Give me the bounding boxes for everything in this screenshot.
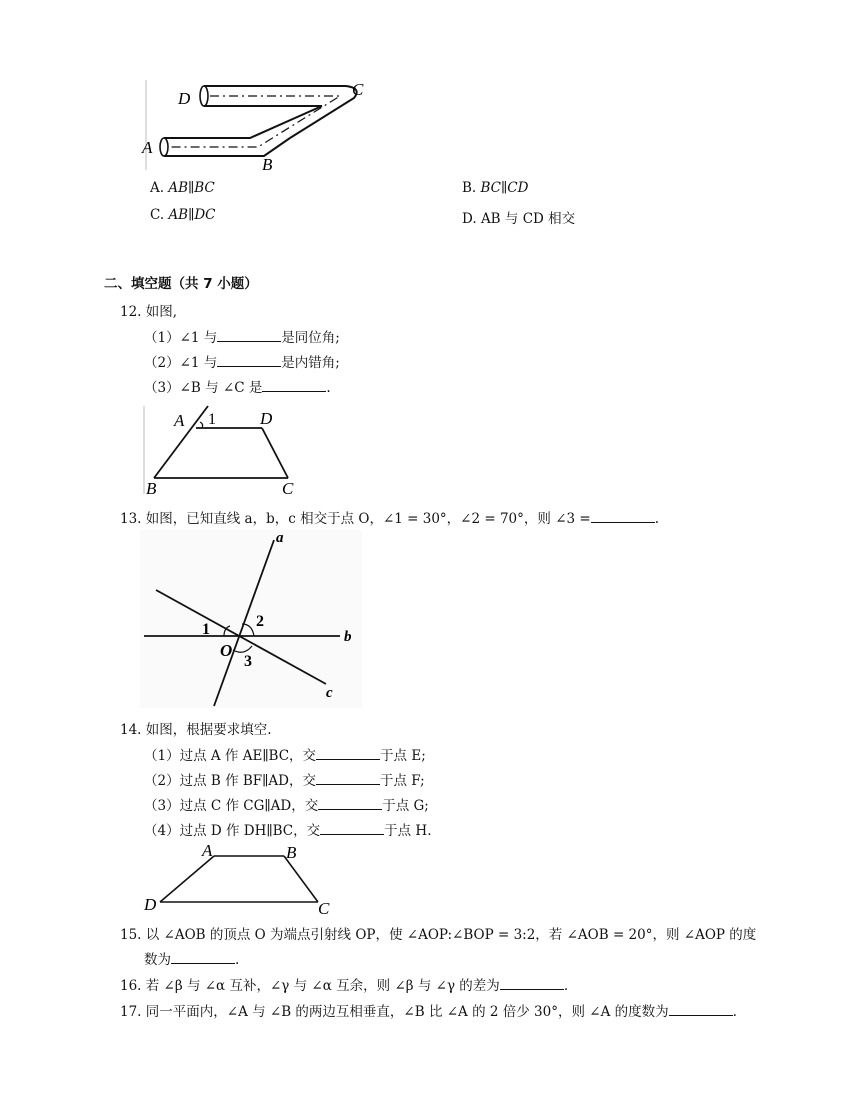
q12-part-2 [144,351,340,371]
q14-part-2 [144,769,425,789]
q14-part-1 [144,744,426,764]
answer-blank[interactable] [318,797,382,810]
label-B: B [286,843,297,862]
q12-stem: 12. 如图, [120,304,178,320]
part-text: （2）∠1 与 [144,355,218,371]
label-A: A [142,138,153,157]
pipe-diagram [140,76,380,172]
part-text: 于点 F; [379,773,425,789]
label-D: D [260,409,273,428]
label-D: D [178,89,191,108]
part-text: （4）过点 D 作 DH∥BC，交 [144,823,321,839]
label-C: C [282,479,294,496]
option-letter: A. [150,180,165,196]
q15-line-1: 15. 以 ∠AOB 的顶点 O 为端点引射线 OP，使 ∠AOP:∠BOP = 3:2，若 ∠AOB = 20°，则 ∠AOP 的度 [120,927,757,943]
part-text: 于点 G; [382,798,429,814]
stem-end: . [654,511,659,527]
part-text: （1）过点 A 作 AE∥BC，交 [144,748,317,764]
q14-trapezoid-figure [142,842,342,916]
stem-text: 数为 [144,952,171,968]
answer-blank[interactable] [217,354,281,367]
answer-blank[interactable] [500,977,564,990]
intersecting-lines-diagram [140,530,362,708]
stem-text: 13. 如图，已知直线 a，b，c 相交于点 O，∠1 = 30°，∠2 = 70°，则 ∠3 = [120,511,591,527]
label-angle-1: 1 [208,411,216,428]
q12-part-1 [144,326,340,346]
trapezoid-diagram [140,402,310,496]
answer-blank[interactable] [320,822,384,835]
option-text: AB∥DC [168,207,216,223]
part-text: （3）过点 C 作 CG∥AD，交 [144,798,319,814]
label-A: A [174,411,185,430]
trapezoid-abcd-diagram [142,842,342,916]
q14-part-3 [144,794,429,814]
section-title: 二、填空题（共 7 小题） [104,276,258,292]
stem-text: 17. 同一平面内，∠A 与 ∠B 的两边互相垂直，∠B 比 ∠A 的 2 倍少 30°，则 ∠A 的度数为 [120,1004,669,1020]
part-text: 于点 H. [384,823,432,839]
label-B: B [262,155,273,172]
label-angle-3: 3 [244,653,252,670]
part-text: （2）过点 B 作 BF∥AD，交 [144,773,316,789]
label-B: B [146,479,157,496]
answer-blank[interactable] [262,379,326,392]
label-angle-1: 1 [202,621,210,638]
label-D: D [144,895,157,914]
q11-pipe-figure [140,76,380,172]
answer-blank[interactable] [217,329,281,342]
q14-part-4 [144,819,431,839]
q16-stem [120,974,568,994]
label-angle-2: 2 [256,613,264,630]
q14-stem: 14. 如图，根据要求填空. [120,722,272,738]
option-letter: B. [462,180,477,196]
option-text: BC∥CD [480,180,529,196]
label-O: O [220,641,233,660]
option-letter: C. [150,207,165,223]
option-text: AB∥BC [168,180,215,196]
answer-blank[interactable] [316,747,380,760]
option-text: AB 与 CD 相交 [480,211,576,227]
label-a: a [276,530,284,546]
stem-text: 16. 若 ∠β 与 ∠α 互补，∠γ 与 ∠α 互余，则 ∠β 与 ∠γ 的差为 [120,978,500,994]
stem-end: . [563,978,569,994]
stem-end: . [235,952,240,968]
q11-option-a[interactable] [150,180,215,196]
q12-trapezoid-figure [140,402,310,496]
part-text: （3）∠B 与 ∠C 是 [144,380,263,396]
answer-blank[interactable] [171,951,235,964]
label-C: C [318,899,330,916]
q12-part-3 [144,376,331,396]
answer-blank[interactable] [316,772,380,785]
q11-option-c[interactable] [150,207,216,223]
label-A: A [202,842,213,860]
label-C: C [352,80,364,99]
q15-line-2 [144,948,239,968]
answer-blank[interactable] [591,510,655,523]
label-c: c [326,685,333,701]
part-text: 于点 E; [380,748,426,764]
q13-lines-figure [140,530,362,708]
part-text: 是内错角; [281,355,340,371]
q11-option-d[interactable] [462,207,575,227]
option-letter: D. [462,211,477,227]
label-b: b [344,629,352,645]
answer-blank[interactable] [669,1003,733,1016]
part-text: . [326,380,331,396]
q13-stem [120,507,659,527]
part-text: 是同位角; [281,330,340,346]
part-text: （1）∠1 与 [144,330,218,346]
q17-stem [120,1000,737,1020]
q11-option-b[interactable] [462,180,528,196]
stem-end: . [732,1004,737,1020]
